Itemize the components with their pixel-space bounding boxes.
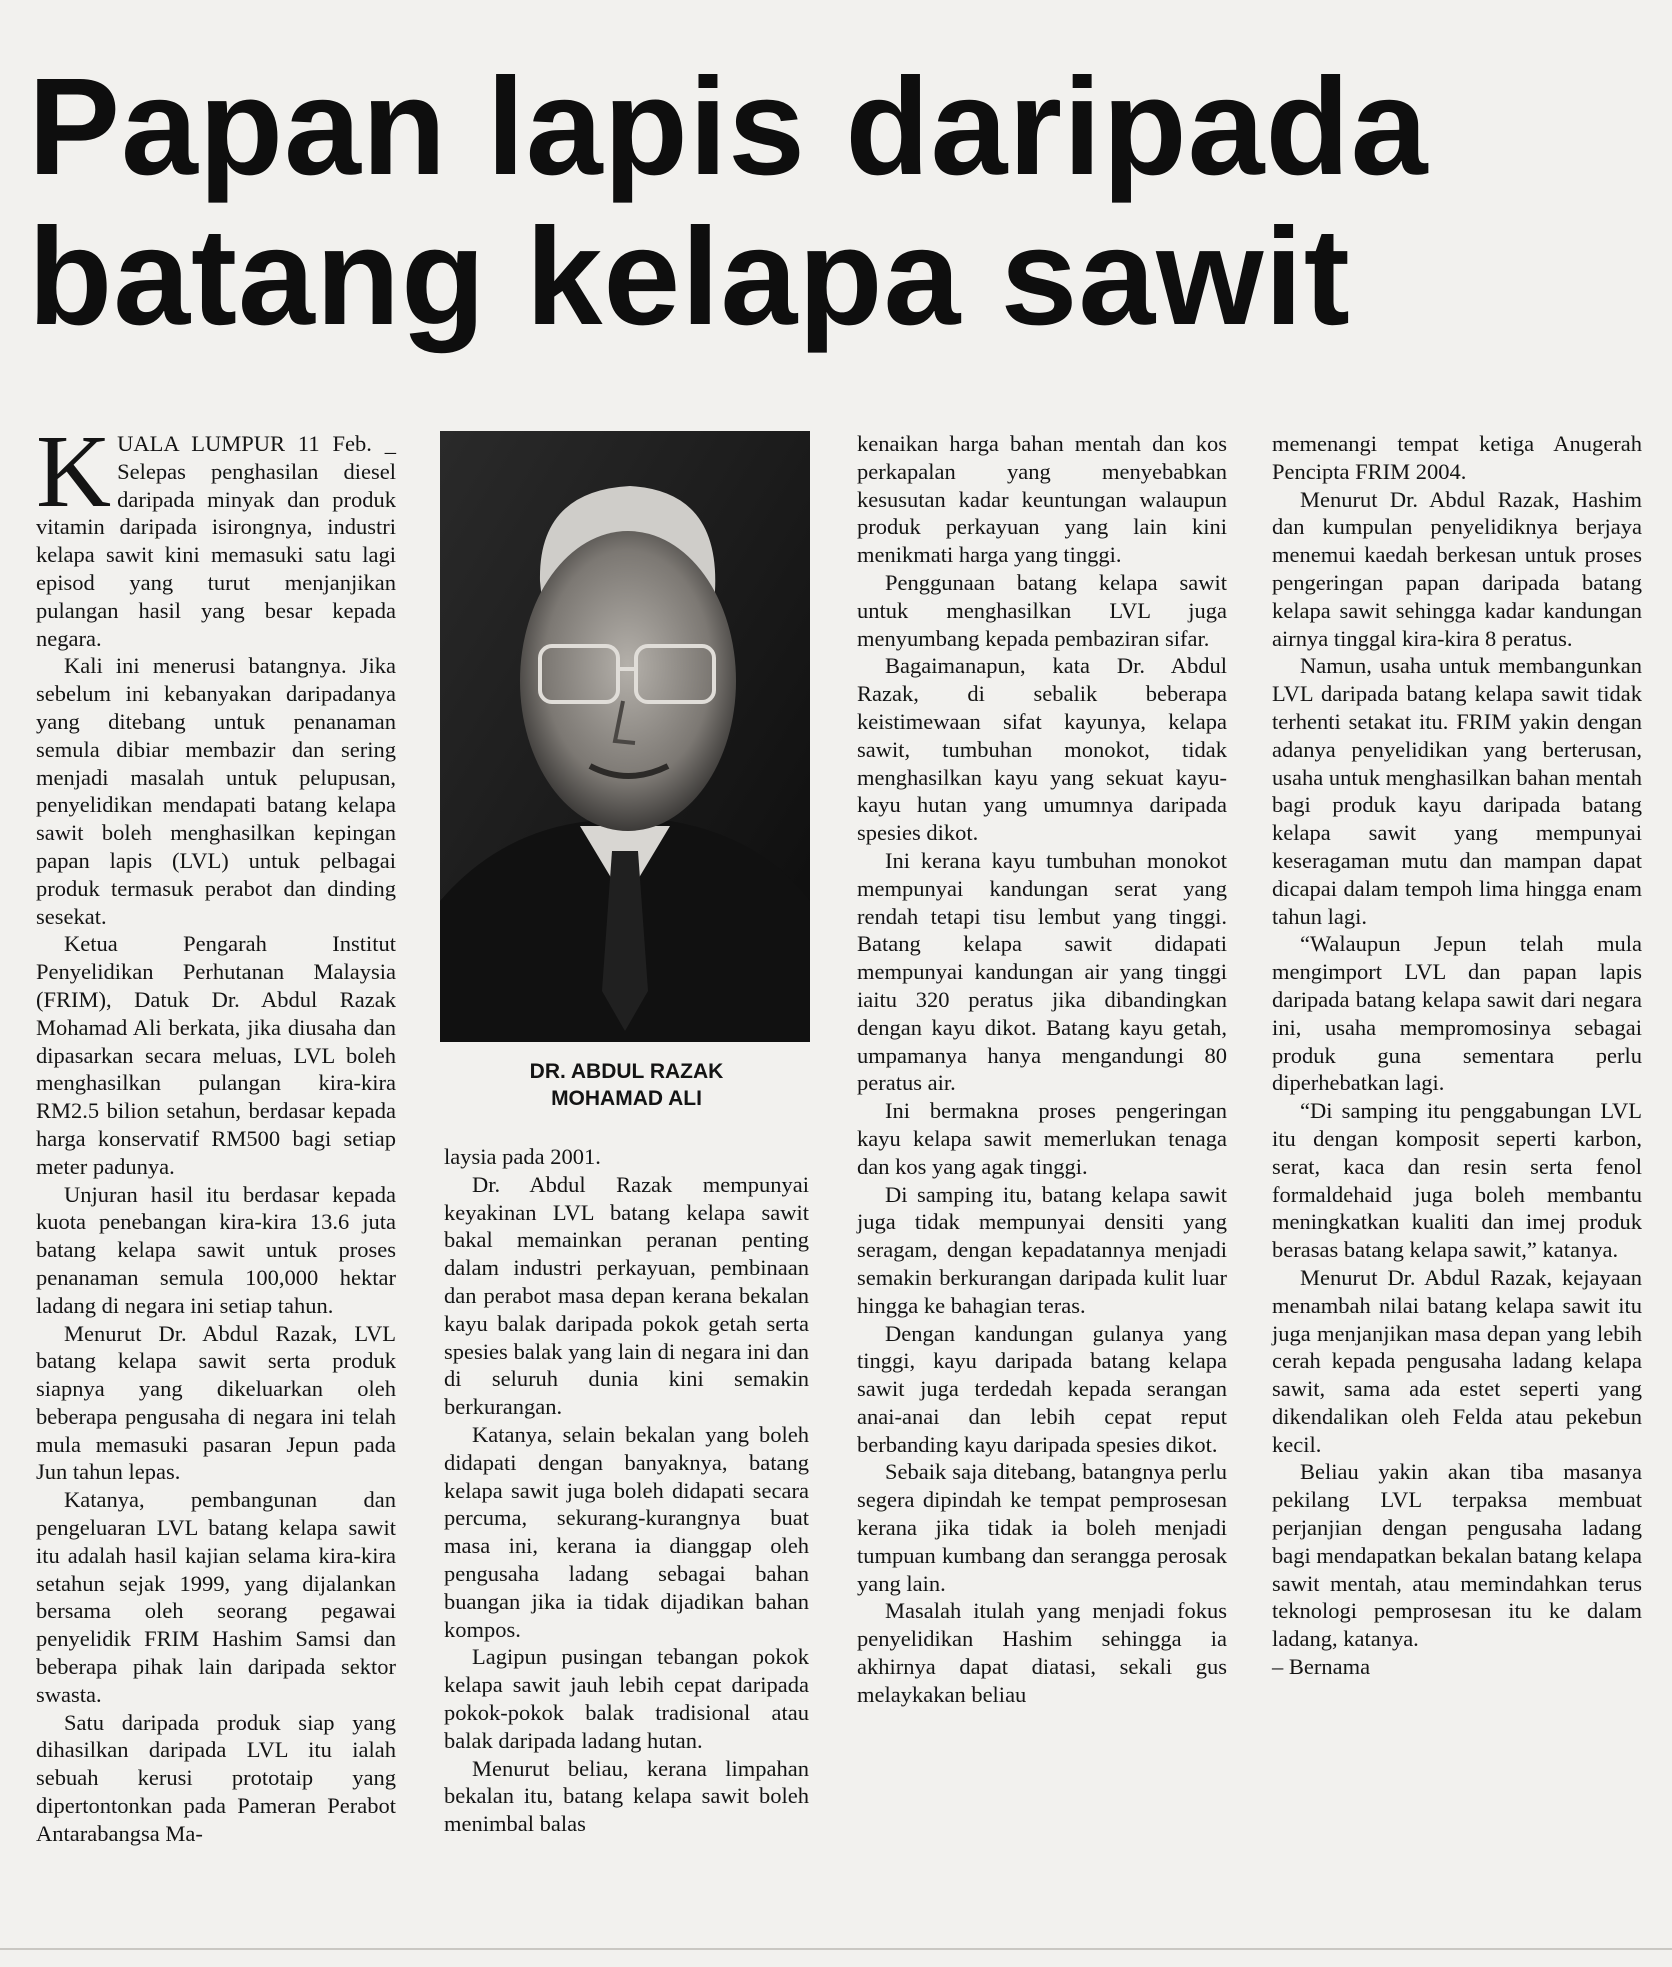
portrait-photo [440,431,810,1042]
paragraph: Ini bermakna proses pengeringan kayu kelapa sawit memerlukan tenaga dan kos yang agak tinggi. [857,1098,1227,1179]
paragraph: memenangi tempat ketiga Anugerah Pencipta FRIM 2004. [1272,431,1642,484]
paragraph: “Walaupun Jepun telah mula mengimport LVL dan papan lapis daripada batang kelapa sawit dari negara ini, usaha mempromosinya sebagai produk guna sementara perlu diperhebatkan lagi. [1272,931,1642,1096]
drop-cap: K [36,414,112,529]
paragraph: kenaikan harga bahan mentah dan kos perkapalan yang menyebabkan kesusutan kadar keuntungan walaupun produk perkayuan yang lain kini menikmati harga yang tinggi. [857,431,1227,568]
paragraph: Penggunaan batang kelapa sawit untuk menghasilkan LVL juga menyumbang kepada pembaziran sifar. [857,569,1227,651]
article-column-2 [444,1143,809,1838]
paragraph: Lagipun pusingan tebangan pokok kelapa sawit jauh lebih cepat daripada pokok-pokok balak tradisional atau balak daripada ladang hutan. [444,1644,809,1753]
paragraph-text: UALA LUMPUR 11 Feb. _ Selepas penghasilan diesel daripada minyak dan produk vitamin daripada isirongnya, industri kelapa sawit kini memasuki satu lagi episod yang turut menjanjikan pulangan hasil yang besar kepada negara. [36,431,396,651]
paragraph: laysia pada 2001. [444,1144,601,1169]
headline [28,52,1648,352]
paragraph: Dengan kandungan gulanya yang tinggi, kayu daripada batang kelapa sawit juga terdedah kepada serangan anai-anai dan lebih cepat reput berbanding kayu daripada spesies dikot. [857,1320,1227,1457]
byline: – Bernama [1272,1654,1371,1680]
paragraph: Kali ini menerusi batangnya. Jika sebelum ini kebanyakan daripadanya yang ditebang untuk penanaman semula dibiar membazir dan sering menjadi masalah untuk pelupusan, penyelidikan mendapati batang kelapa sawit boleh menghasilkan kepingan papan lapis (LVL) untuk pelbagai produk termasuk perabot dan dinding sesekat. [36,653,396,929]
paragraph: Ini kerana kayu tumbuhan monokot mempunyai kandungan serat yang rendah tetapi tisu lembut yang tinggi. Batang kelapa sawit didapati mempunyai kandungan air yang tinggi iaitu 320 peratus jika dibandingkan dengan kayu dikot. Batang kayu getah, umpamanya hanya mengandungi 80 peratus air. [857,847,1227,1096]
paragraph: Menurut Dr. Abdul Razak, Hashim dan kumpulan penyelidiknya berjaya menemui kaedah berkesan untuk proses pengeringan papan daripada batang kelapa sawit sehingga kadar kandungan airnya tinggal kira-kira 8 peratus. [1272,486,1642,651]
bottom-rule [0,1948,1672,1950]
paragraph: Ketua Pengarah Institut Penyelidikan Perhutanan Malaysia (FRIM), Datuk Dr. Abdul Razak Mohamad Ali berkata, jika diusaha dan dipasarkan secara meluas, LVL boleh menghasilkan pulangan kira-kira RM2.5 bilion setahun, berdasar kepada harga konservatif RM500 bagi setiap meter padunya. [36,931,396,1179]
paragraph: Katanya, selain bekalan yang boleh didapati dengan banyaknya, batang kelapa sawit juga boleh didapati secara percuma, sekurang-kurangnya buat masa ini, kerana ia dianggap oleh pengusaha ladang sebagai bahan buangan jika ia tidak dijadikan bahan kompos. [444,1421,809,1642]
paragraph: Menurut beliau, kerana limpahan bekalan itu, batang kelapa sawit boleh menimbal balas [444,1755,809,1837]
photo-caption [444,1058,809,1112]
paragraph: Satu daripada produk siap yang dihasilkan daripada LVL itu ialah sebuah kerusi prototaip yang dipertontonkan pada Pameran Perabot Antarabangsa Ma- [36,1709,396,1846]
caption-line-1: DR. ABDUL RAZAK [529,1060,724,1083]
headline-line-2: batang kelapa sawit [28,200,1351,354]
paragraph [36,414,396,652]
paragraph: Namun, usaha untuk membangunkan LVL daripada batang kelapa sawit tidak terhenti setakat itu. FRIM yakin dengan adanya penyelidikan yang berterusan, usaha untuk menghasilkan bahan mentah bagi produk kayu daripada batang kelapa sawit yang mempunyai keseragaman mutu dan mampan dapat dicapai dalam tempoh lima hingga enam tahun lagi. [1272,653,1642,929]
headline-line-1: Papan lapis daripada [28,50,1429,204]
paragraph: “Di samping itu penggabungan LVL itu dengan komposit seperti karbon, serat, kaca dan resin serta fenol formaldehaid juga boleh membantu meningkatkan kualiti dan imej produk berasas batang kelapa sawit,” katanya. [1272,1098,1642,1263]
article-column-3 [857,430,1227,1709]
paragraph: Masalah itulah yang menjadi fokus penyelidikan Hashim sehingga ia akhirnya dapat diatasi, sekali gus melaykakan beliau [857,1598,1227,1707]
paragraph: Bagaimanapun, kata Dr. Abdul Razak, di sebalik beberapa keistimewaan sifat kayunya, kelapa sawit, tumbuhan monokot, tidak menghasilkan kayu yang sekuat kayu-kayu hutan yang umumnya daripada spesies dikot. [857,653,1227,846]
paragraph: Menurut Dr. Abdul Razak, LVL batang kelapa sawit serta produk siapnya yang dikeluarkan oleh beberapa pengusaha di negara ini telah mula memasuki pasaran Jepun pada Jun tahun lepas. [36,1320,396,1485]
article-column-4 [1272,430,1642,1681]
paragraph: Unjuran hasil itu berdasar kepada kuota penebangan kira-kira 13.6 juta batang kelapa sawit untuk proses penanaman semula 100,000 hektar ladang di negara ini setiap tahun. [36,1181,396,1318]
paragraph: Di samping itu, batang kelapa sawit juga tidak mempunyai densiti yang seragam, dengan kepadatannya menjadi semakin berkurangan daripada kulit luar hingga ke bahagian teras. [857,1181,1227,1318]
paragraph: Katanya, pembangunan dan pengeluaran LVL batang kelapa sawit itu adalah hasil kajian selama kira-kira setahun sejak 1999, yang dijalankan bersama oleh seorang pegawai penyelidik FRIM Hashim Samsi dan beberapa pihak lain daripada sektor swasta. [36,1487,396,1707]
paragraph: Menurut Dr. Abdul Razak, kejayaan menambah nilai batang kelapa sawit itu juga menjanjikan masa depan yang lebih cerah kepada pengusaha ladang kelapa sawit, sama ada estet seperti yang dikendalikan oleh Felda atau pekebun kecil. [1272,1264,1642,1457]
paragraph: Dr. Abdul Razak mempunyai keyakinan LVL batang kelapa sawit bakal memainkan peranan penting dalam industri perkayuan, pembinaan dan perabot masa depan kerana bekalan kayu balak daripada pokok getah serta spesies balak yang lain di negara ini dan di seluruh dunia kini semakin berkurangan. [444,1171,809,1420]
article-column-1 [36,414,396,1848]
paragraph: Beliau yakin akan tiba masanya pekilang LVL terpaksa membuat perjanjian dengan pengusaha ladang bagi mendapatkan bekalan batang kelapa sawit mentah, atau memindahkan terus teknologi pemprosesan itu ke dalam ladang, katanya. [1272,1459,1642,1652]
caption-line-2: MOHAMAD ALI [551,1087,702,1110]
paragraph: Sebaik saja ditebang, batangnya perlu segera dipindah ke tempat pemprosesan kerana jika tidak ia boleh menjadi tumpuan kumbang dan serangga perosak yang lain. [857,1459,1227,1596]
